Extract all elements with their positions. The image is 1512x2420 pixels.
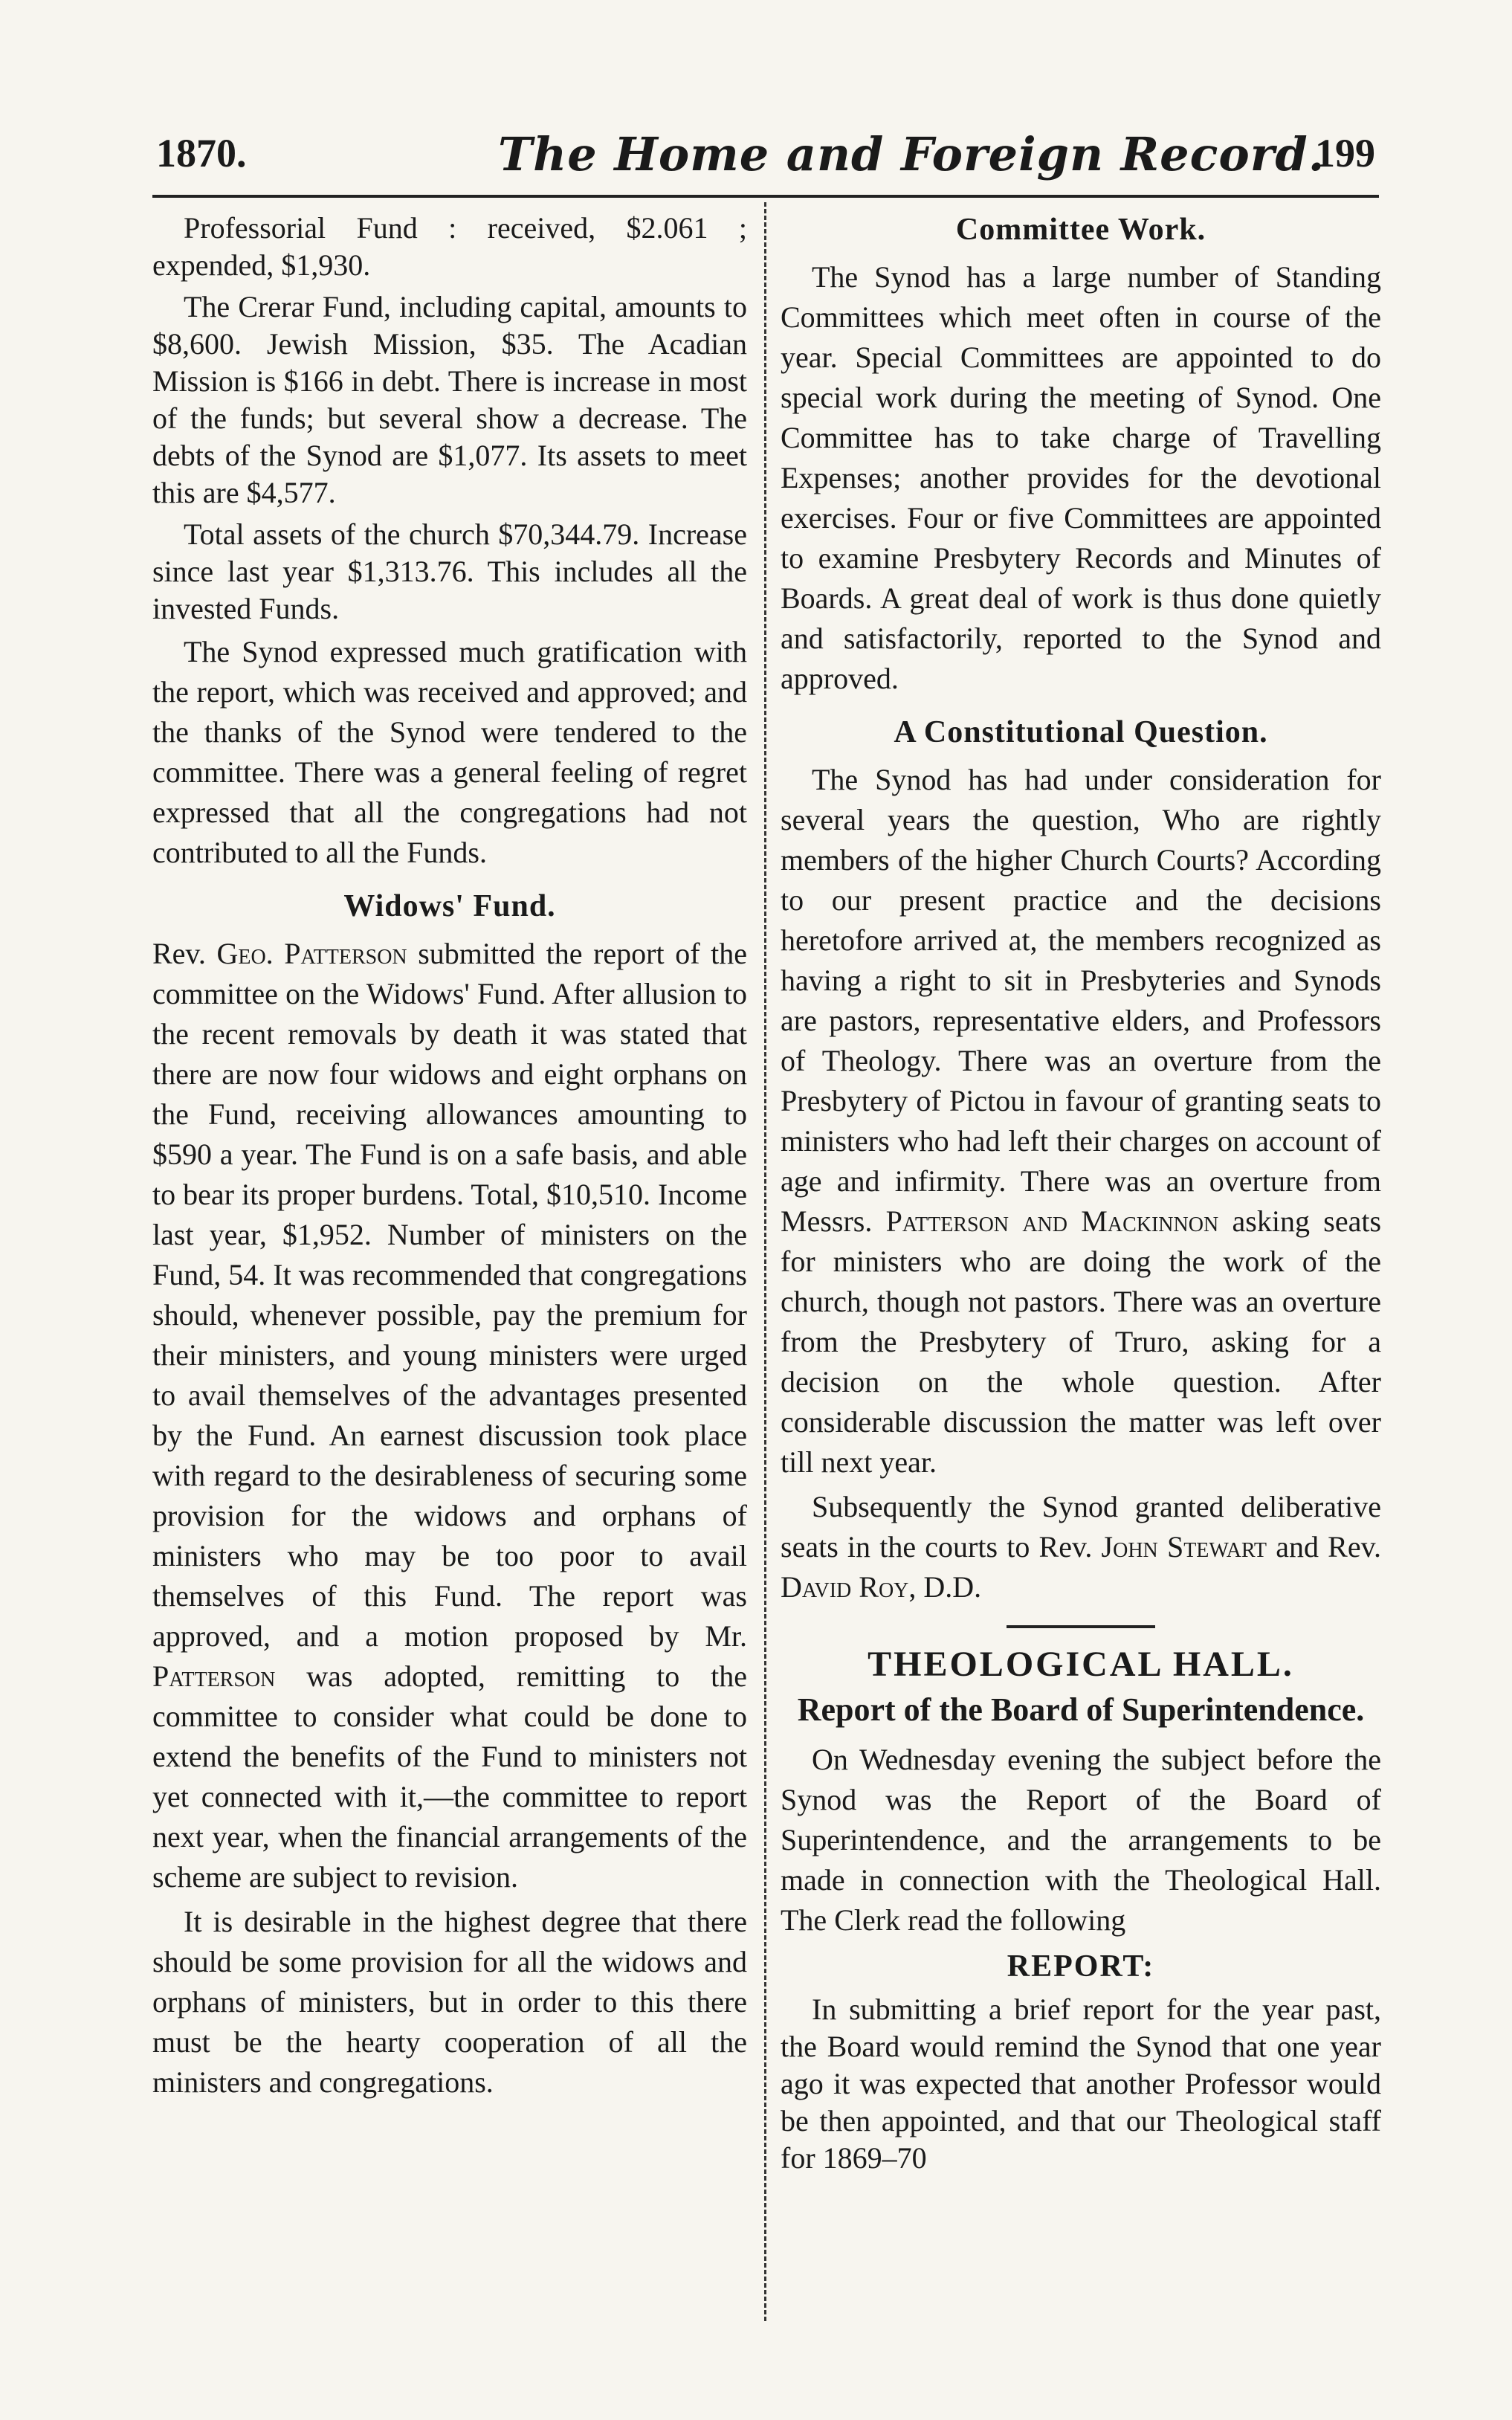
theological-hall-paragraph: On Wednesday evening the subject before the Synod was the Report of the Board of Superintendence, and the arrangements to be made in connection with the Theological Hall. The Clerk read the following: [781, 1743, 1381, 1937]
professorial-fund-paragraph: Professorial Fund : received, $2.061 ; expended, $1,930.: [152, 211, 747, 282]
name-john-stewart: John Stewart: [1101, 1530, 1267, 1564]
section-divider: [1007, 1625, 1155, 1628]
report-label: REPORT:: [1007, 1949, 1155, 1984]
board-report-subheading: Report of the Board of Superintendence.: [797, 1691, 1365, 1728]
header-year: 1870.: [156, 131, 247, 175]
widows-text-b: submitted the report of the committee on the Widows' Fund. After allusion to the recent removals by death it was stated that there are now four widows and eight orphans on the Fund, receiving allowances amounting to $590 a year. The Fund is on a safe basis, and able to bear its proper burdens. Total, $10,510. Income last year, $1,952. Number of ministers on the Fund, 54. It was recommended that congregations should, whenever possible, pay the premium for their ministers, and young ministers were urged to avail themselves of the advantages presented by the Fund. An earnest discussion took place with regard to the desirableness of securing some provision for the widows and orphans of ministers who may be too poor to avail themselves of this Fund. The report was approved, and a motion proposed by Mr.: [152, 937, 748, 1653]
committee-work-paragraph: The Synod has a large number of Standing Committees which meet often in course of the year. Special Committees are appointed to do special work during the meeting of Synod. One Committee has to take charge of Travelling Expenses; another provides for the devotional exercises. Four or five Committees are appointed to examine Presbytery Records and Minutes of Boards. A great deal of work is thus done quietly and satisfactorily, reported to the Synod and approved.: [781, 260, 1381, 695]
deliberative-seats-paragraph: [781, 1487, 1381, 1607]
constitutional-question-paragraph: [781, 760, 1381, 1482]
left-column: [152, 210, 747, 2107]
cooperation-paragraph: It is desirable in the highest degree that there should be some provision for all the widows and orphans of ministers, but in order to this there must be the hearty cooperation of all the ministers and congregations.: [152, 1905, 747, 2099]
cq-text-a: The Synod has had under consideration for several years the question, Who are rightly members of the higher Church Courts? According to our present practice and the decisions heretofore arrived at, the members recognized as having a right to sit in Presbyteries and Synods are pastors, representative elders, and Professors of Theology. There was an overture from the Presbytery of Pictou in favour of granting seats to ministers who had left their charges on account of age and infirmity. There was an overture from Messrs.: [781, 763, 1381, 1238]
name-patterson-2: Patterson: [152, 1659, 276, 1693]
right-column: [781, 210, 1381, 2181]
names-patterson-mackinnon: Patterson and Mackinnon: [885, 1204, 1219, 1238]
name-david-roy: David Roy: [781, 1570, 909, 1604]
column-divider: [764, 202, 766, 2321]
crerar-fund-paragraph: The Crerar Fund, including capital, amounts to $8,600. Jewish Mission, $35. The Acadian Mission is $166 in debt. There is increase in most of the funds; but several show a decrease. The debts of the Synod are $1,077. Its assets to meet this are $4,577.: [152, 290, 747, 509]
page-header: [156, 127, 1375, 190]
cq-text-b: asking seats for ministers who are doing the work of the church, though not pastors. There was an overture from the Presbytery of Truro, asking for a decision on the whole question. After considerable discussion the matter was left over till next year.: [781, 1204, 1382, 1479]
report-paragraph: In submitting a brief report for the year past, the Board would remind the Synod that one year ago it was expected that another Professor would be then appointed, and that our Theological staff for 1869–70: [781, 1993, 1381, 2175]
committee-work-heading: Committee Work.: [955, 213, 1206, 247]
ds-text-b: , D.D.: [908, 1570, 982, 1604]
total-assets-paragraph: Total assets of the church $70,344.79. Increase since last year $1,313.76. This includes all the invested Funds.: [152, 517, 747, 625]
synod-gratification-paragraph: The Synod expressed much gratification with the report, which was received and approved; and the thanks of the Synod were tendered to the committee. There was a general feeling of regret expressed that all the congregations had not contributed to all the Funds.: [152, 635, 747, 869]
header-page-number: 199: [1315, 131, 1375, 175]
widows-fund-paragraph: [152, 934, 747, 1897]
ds-and: and Rev.: [1267, 1530, 1382, 1564]
ds-text-a: Subsequently the Synod granted deliberative seats in the courts to Rev.: [781, 1490, 1381, 1564]
constitutional-question-heading: A Constitutional Question.: [894, 715, 1268, 749]
header-rule: [152, 195, 1379, 198]
theological-hall-heading: THEOLOGICAL HALL.: [868, 1645, 1294, 1684]
header-title: The Home and Foreign Record.: [498, 127, 1325, 181]
widows-text-a: Rev.: [152, 937, 217, 970]
widows-text-c: was adopted, remitting to the committee to consider what could be done to extend the benefits of the Fund to ministers not yet connected with it,—the committee to report next year, when the financial arrangements of the scheme are subject to revision.: [152, 1659, 747, 1894]
widows-fund-heading: Widows' Fund.: [343, 889, 556, 923]
name-patterson: Geo. Patterson: [216, 937, 407, 970]
